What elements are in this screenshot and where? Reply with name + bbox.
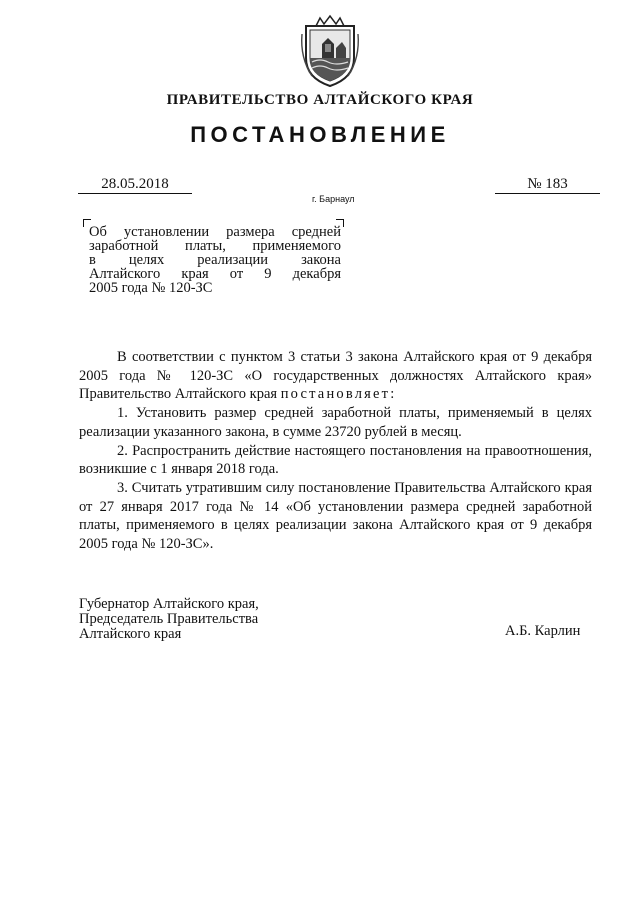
decree-word: постановляет	[280, 386, 391, 403]
signer-line: Алтайского края	[79, 626, 182, 642]
city-label: г. Барнаул	[312, 194, 355, 204]
signer-name: А.Б. Карлин	[505, 623, 581, 639]
document-type: ПОСТАНОВЛЕНИЕ	[190, 122, 450, 147]
government-title: ПРАВИТЕЛЬСТВО АЛТАЙСКОГО КРАЯ	[166, 92, 474, 108]
document-date: 28.05.2018	[78, 175, 192, 194]
coat-of-arms-icon	[298, 14, 362, 90]
title-line: Об установлении размера средней	[89, 224, 341, 240]
body-paragraph-1: В соответствии с пунктом 3 статьи 3 закона Алтайского края от 9 декабря 2005 года № 120-ЗС «О государственных должностях Алтайского края» Правительство Алтайского края постановляет:	[79, 349, 592, 403]
document-body	[79, 348, 592, 554]
title-line: 2005 года № 120-ЗС	[89, 280, 213, 296]
body-paragraph-2: 1. Установить размер средней заработной платы, применяемый в целях реализации указанного закона, в сумме 23720 рублей в месяц.	[79, 405, 592, 440]
body-paragraph-3: 2. Распространить действие настоящего постановления на правоотношения, возникшие с 1 января 2018 года.	[79, 442, 592, 478]
title-line: Алтайского края от 9 декабря	[89, 266, 341, 282]
title-line: в целях реализации закона	[89, 252, 341, 268]
signer-line: Председатель Правительства	[79, 611, 259, 627]
document-number: № 183	[495, 175, 600, 194]
signer-position	[79, 597, 259, 642]
document-title	[89, 225, 341, 295]
body-paragraph-4: 3. Считать утратившим силу постановление Правительства Алтайского края от 27 января 2017 года № 14 «Об установлении размера средней заработной платы, применяемого в целях реализации закона Алтайского края от 9 декабря 2005 года № 120-ЗС».	[79, 479, 592, 553]
title-line: заработной платы, применяемого	[89, 238, 341, 254]
signer-line: Губернатор Алтайского края,	[79, 596, 259, 612]
